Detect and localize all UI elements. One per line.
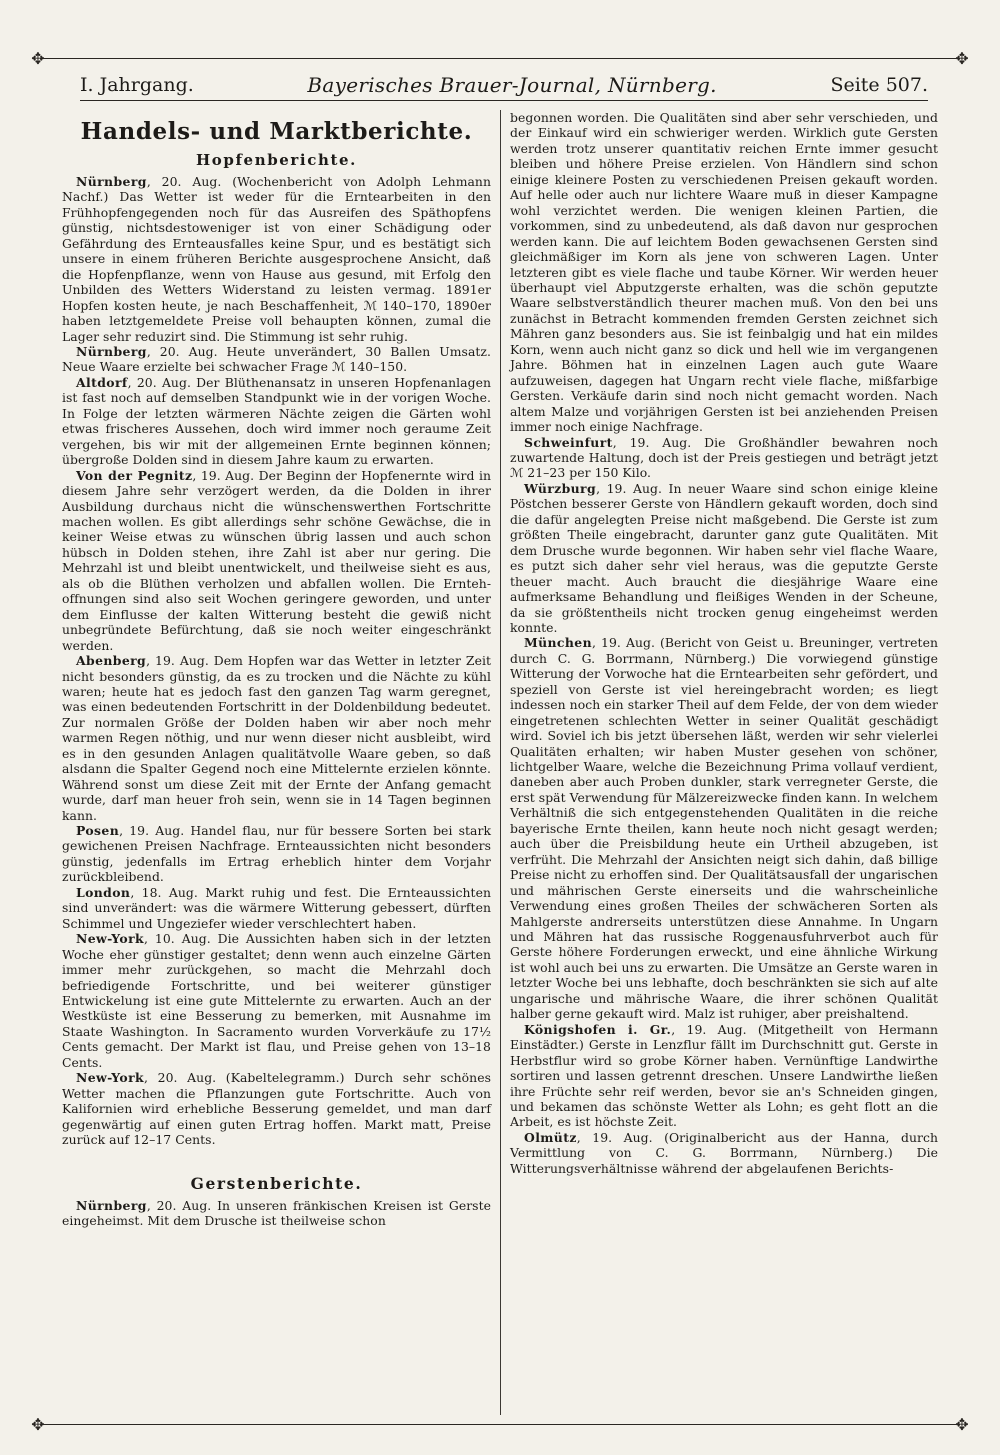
report-paragraph	[510, 1022, 938, 1130]
report-place: Altdorf	[76, 374, 128, 390]
report-place: München	[524, 635, 592, 651]
report-place: Schweinfurt	[524, 434, 613, 450]
report-text: , 20. Aug. Der Blüthenansatz in unseren Hopfenanlagen ist fast noch auf demselben Standpunkt wie in der vorigen Woche. In Folge der letzten wärmeren Nächte zeigen die Gärten wohl etwas frischeres Aussehen, doch wird immer noch geraume Zeit vergehen, bis wir mit der allgemeinen Ernte beginnen können; übergroße Dolden sind in diesem Jahre kaum zu erwarten.	[62, 374, 491, 468]
corner-ornament-icon: ✥	[955, 1415, 969, 1434]
report-paragraph	[510, 1130, 938, 1176]
report-place: New-York	[76, 1070, 145, 1086]
report-text: , 20. Aug. Heute unverändert, 30 Ballen Umsatz. Neue Waare erzielte bei schwacher Frage ℳ 140–150.	[62, 343, 491, 375]
report-place: Nürnberg	[76, 174, 147, 189]
report-place: Posen	[76, 823, 120, 839]
barley-reports-heading: Gerstenberichte.	[190, 1173, 363, 1193]
page-number: Seite 507.	[830, 74, 928, 96]
report-paragraph	[510, 481, 938, 636]
report-paragraph	[510, 435, 938, 481]
report-text: , 19. Aug. Der Beginn der Hopfenernte wird in diesem Jahre sehr verzögert werden, da die Dolden in ihrer Ausbildung durchaus nicht die wünschenswerthen Fortschritte machen wollen. Es gibt allerdings sehr schöne Gewächse, die in keiner Weise etwas zu wünschen übrig lassen und auch schon hübsch in Dolden stehen, ihre Zahl ist aber nur gering. Die Mehrzahl ist und bleibt unentwickelt, und theilweise sieht es aus, als ob die Blüthen verholzen und abfallen wollen. Die Erntehoffnungen sind also seit Wochen geringere geworden, und unter dem Einflusse der kalten Witterung besteht die gewiß nicht unbegründete Befürchtung, daß sie noch weiter eingeschränkt werden.	[62, 467, 491, 653]
report-text: , 19. Aug. Dem Hopfen war das Wetter in letzter Zeit nicht besonders günstig, da es zu trocken und die Nächte zu kühl waren; heute hat es jedoch fast den ganzen Tag warm geregnet, was einen bedeutenden Fortschritt in der Doldenbildung bedeutet. Zur normalen Größe der Dolden haben wir aber noch mehr warmen Regen nöthig, und nur wenn dieser nicht ausbleibt, wird es in den gesunden Anlagen qualitätvolle Waare geben, so daß alsdann die Spalter Gegend noch eine Mittelernte erzielen könnte. Während sonst um diese Zeit mit der Ernte der Anfang gemacht wurde, darf man heuer froh sein, wenn sie in 14 Tagen beginnen kann.	[62, 653, 491, 823]
article-columns	[62, 110, 938, 1415]
report-place: Nürnberg	[76, 1197, 147, 1213]
report-text: , 19. Aug. (Mitgetheilt von Hermann Einstädter.) Gerste in Lenzflur fällt im Durchschnitt gut. Gerste in Herbstflur wird so grobe Körner haben. Vernünftige Landwirthe sortiren und lassen getrennt dreschen. Unsere Landwirthe ließen ihre Früchte sehr reif werden, bevor sie an's Schneiden gingen, und bekamen das schönste Wetter als Lohn; es geht flott an die Arbeit, es ist höchste Zeit.	[510, 1021, 938, 1130]
report-text: , 20. Aug. (Wochenbericht von Adolph Lehmann Nachf.) Das Wetter ist weder für die Erntearbeiten in den Frühhopfengegenden noch für das Ausreifen des Späthopfens günstig, nichtsdestoweniger ist von einer Schädigung oder Gefährdung des Ernteausfalles keine Spur, und es bestätigt sich unsere in einem früheren Berichte ausgesprochene Ansicht, daß die Hopfenpflanze, wenn von Hause aus gesund, mit Erfolg den Unbilden des Wetters Widerstand zu leisten vermag. 1891er Hopfen kosten heute, je nach Beschaffenheit, ℳ 140–170, 1890er haben letztgemeldete Preise voll behaupten können, zumal die Lager sehr reduzirt sind. Die Stimmung ist sehr ruhig.	[62, 174, 491, 344]
report-place: Olmütz	[524, 1129, 577, 1145]
volume-label: I. Jahrgang.	[80, 74, 194, 96]
left-column	[62, 110, 500, 1415]
report-paragraph	[62, 375, 491, 468]
report-place: Königshofen i. Gr.	[524, 1021, 672, 1037]
report-paragraph	[62, 885, 491, 931]
report-text: , 19. Aug. Die Großhändler bewahren noch zuwartende Haltung, doch ist der Preis gestiegen und beträgt jetzt ℳ 21–23 per 150 Kilo.	[510, 434, 938, 481]
journal-title: Bayerisches Brauer-Journal, Nürnberg.	[307, 73, 717, 97]
right-column	[500, 110, 938, 1415]
report-text: , 19. Aug. (Originalbericht aus der Hanna, durch Vermittlung von C. G. Borrmann, Nürnberg.) Die Witterungsverhältnisse während der abgelaufenen Berichts-	[510, 1129, 938, 1176]
report-paragraph	[62, 344, 491, 375]
report-place: New-York	[76, 931, 145, 947]
report-place: Würzburg	[524, 480, 597, 496]
report-paragraph	[62, 931, 491, 1070]
report-place: Nürnberg	[76, 343, 147, 359]
report-paragraph	[62, 653, 491, 823]
report-text: , 19. Aug. Handel flau, nur für bessere Sorten bei stark gewichenen Preisen Nachfrage. Ernteaussichten nicht besonders günstig, jedenfalls im Ertrag erheblich hinter dem Vorjahr zurückbleibend.	[62, 823, 491, 885]
report-paragraph-continued	[510, 110, 938, 435]
report-text: begonnen worden. Die Qualitäten sind aber sehr verschieden, und der Einkauf wird ein schwieriger werden. Wirklich gute Gersten werden trotz unserer quantitativ reichen Ernte immer gesucht bleiben und höhere Preise erzielen. Von Händlern sind schon einige kleinere Posten zu verschiedenen Preisen gekauft worden. Auf helle oder auch nur lichtere Waare muß in dieser Kampagne wohl verzichtet werden. Die wenigen kleinen Partien, die vorkommen, sind zu unbedeutend, als daß davon nur gesprochen werden kann. Die auf leichtem Boden gewachsenen Gersten sind gleichmäßiger im Korn als jene von schweren Lagen. Unter letzteren gibt es viele flache und taube Körner. Wir werden heuer überhaupt viel Abputzgerste erhalten, was die schön geputzte Waare selbstverständlich theurer machen muß. Von den bei uns zunächst in Betracht kommenden fremden Gersten zeichnet sich Mähren ganz besonders aus. Sie ist feinbalgig und hat ein mildes Korn, wenn auch nicht ganz so dick und hell wie im vergangenen Jahre. Böhmen hat in einzelnen Lagen auch gute Waare aufzuweisen, dagegen hat Ungarn recht viele flache, mißfarbige Gersten. Verkäufe darin sind noch nicht gemacht worden. Nach altem Malze und vorjährigen Gersten ist bei anziehenden Preisen immer noch einige Nachfrage.	[510, 110, 938, 435]
page-header	[80, 70, 928, 101]
report-text: , 20. Aug. (Kabeltelegramm.) Durch sehr schönes Wetter machen die Pflanzungen gute Fortschritte. Auch von Kalifornien wird erhebliche Besserung gemeldet, und man darf gegenwärtig auf einen guten Ertrag hoffen. Markt matt, Preise zurück auf 12–17 Cents.	[62, 1070, 491, 1148]
report-paragraph	[62, 1198, 491, 1229]
report-text: , 19. Aug. (Bericht von Geist u. Breuninger, vertreten durch C. G. Borrmann, Nürnberg.) Die vorwiegend günstige Witterung der Vorwoche hat die Erntearbeiten sehr gefördert, und speziell von Gerste ist viel hereingebracht worden; es liegt indessen noch ein starker Theil auf dem Felde, der von dem wieder eingetretenen schlechten Wetter in seiner Qualität geschädigt wird. Soviel ich bis jetzt übersehen läßt, werden wir sehr vielerlei Qualitäten erhalten; wir haben Muster gesehen von schöner, lichtgelber Waare, welche die Bezeichnung Prima vollauf verdient, daneben aber auch Proben dunkler, stark verregneter Gerste, die erst spät Verwendung für Mälzereizwecke finden kann. In welchem Verhältniß die sich entgegenstehenden Qualitäten in die reiche bayerische Ernte theilen, kann heute noch nicht gesagt werden; auch über die Preisbildung heute ein Urtheil abzugeben, ist verfrüht. Die Mehrzahl der Ansichten neigt sich dahin, daß billige Preise nicht zu erhoffen sind. Der Qualitätsausfall der ungarischen und mährischen Gerste einerseits und die wahrscheinliche Verwendung eines großen Theiles der schwächeren Sorten als Mahlgerste andrerseits unterstützen diese Annahme. In Ungarn und Mähren hat das russische Roggenausfuhrverbot auch für Gerste höhere Forderungen erweckt, und eine ähnliche Wirkung ist wohl auch bei uns zu erwarten. Die Umsätze an Gerste waren in letzter Woche bei uns lebhafte, doch beschränkten sie sich auf alte ungarische und mährische Waare, die ihrer schönen Qualität halber gerne gekauft wird. Malz ist ruhiger, aber preishaltend.	[510, 635, 938, 1022]
report-place: Abenberg	[76, 653, 147, 669]
report-paragraph	[62, 1070, 491, 1147]
corner-ornament-icon: ✥	[955, 49, 969, 68]
report-text: , 18. Aug. Markt ruhig und fest. Die Ernteaussichten sind unverändert: was die wärmere Witterung gebessert, dürften Schimmel und Ungeziefer wieder verschlechtert haben.	[62, 884, 491, 931]
corner-ornament-icon: ✥	[31, 49, 45, 68]
report-paragraph	[62, 823, 491, 885]
report-paragraph	[62, 174, 491, 344]
section-title: Handels- und Marktberichte.	[80, 118, 473, 145]
bottom-frame-rule	[40, 1424, 960, 1425]
report-text: , 10. Aug. Die Aussichten haben sich in der letzten Woche eher günstiger gestaltet; denn wenn auch einzelne Gärten immer mehr zurückgehen, so macht die Mehrzahl doch befriedigende Fortschritte, und bei weiterer günstiger Entwickelung ist eine gute Mittelernte zu erwarten. Auch an der Westküste ist eine Besserung zu bemerken, mit Ausnahme im Staate Washington. In Sacramento wurden Vorverkäufe zu 17½ Cents gemacht. Der Markt ist flau, und Preise gehen von 13–18 Cents.	[62, 931, 491, 1070]
report-place: London	[76, 884, 131, 900]
report-place: Von der Pegnitz	[76, 467, 193, 483]
report-text: , 20. Aug. In unseren fränkischen Kreisen ist Gerste eingeheimst. Mit dem Drusche ist theilweise schon	[62, 1197, 491, 1228]
report-text: , 19. Aug. In neuer Waare sind schon einige kleine Pöstchen besserer Gerste von Händlern gekauft worden, doch sind die dafür angelegten Preise nicht maßgebend. Die Gerste ist zum größten Theile eingebracht, darunter ganz gute Qualitäten. Mit dem Drusche wurde begonnen. Wir haben sehr viel flache Waare, es putzt sich daher sehr viel heraus, was die geputzte Gerste theuer macht. Auch braucht die diesjährige Waare eine aufmerksame Behandlung und fleißiges Wenden in der Scheune, da sie größtentheils nicht trocken genug eingeheimst werden konnte.	[510, 480, 938, 635]
hop-reports-heading: Hopfenberichte.	[196, 151, 357, 169]
report-paragraph	[62, 468, 491, 653]
top-frame-rule	[40, 58, 960, 59]
report-paragraph	[510, 635, 938, 1021]
corner-ornament-icon: ✥	[31, 1415, 45, 1434]
